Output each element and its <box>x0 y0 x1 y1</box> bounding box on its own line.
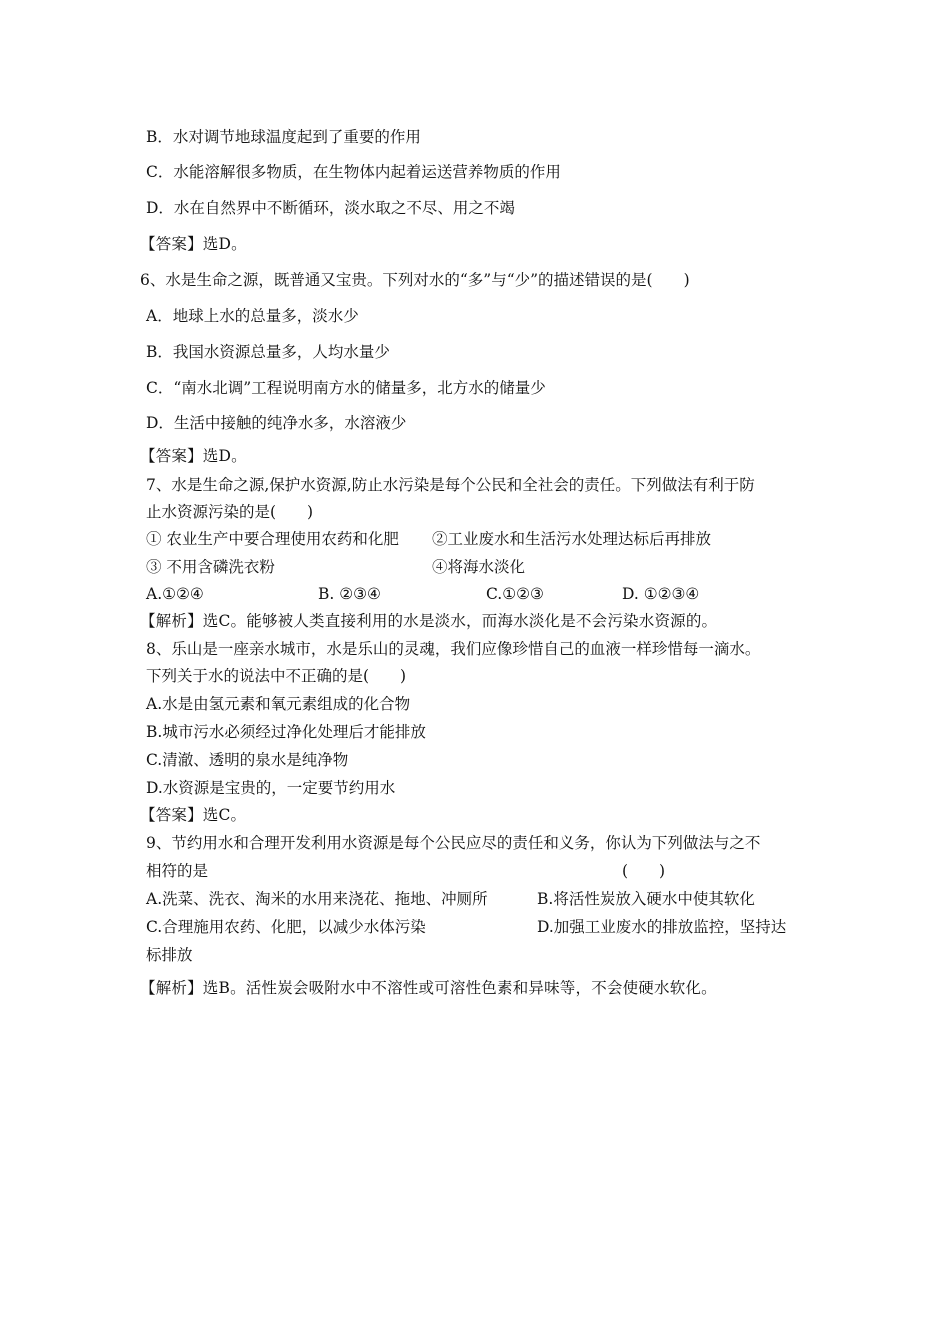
q7-item-3: ③ 不用含磷洗衣粉 <box>146 558 275 576</box>
q7-item-1: ① 农业生产中要合理使用农药和化肥 <box>146 530 399 548</box>
q8-option-d: D.水资源是宝贵的，一定要节约用水 <box>146 779 396 797</box>
q8-option-a: A.水是由氢元素和氧元素组成的化合物 <box>146 695 411 713</box>
q6-option-b: B．我国水资源总量多，人均水量少 <box>146 343 390 361</box>
q6-answer: 【答案】选D。 <box>140 447 247 465</box>
q9-option-c: C.合理施用农药、化肥，以减少水体污染 <box>146 918 426 936</box>
q9-stem-line2: 相符的是 <box>146 862 209 880</box>
q6-option-c: C．“南水北调”工程说明南方水的储量多，北方水的储量少 <box>146 379 546 397</box>
q7-item-2: ②工业废水和生活污水处理达标后再排放 <box>432 530 712 548</box>
q7-option-c: C.①②③ <box>486 585 544 603</box>
q7-analysis: 【解析】选C。能够被人类直接利用的水是淡水，而海水淡化是不会污染水资源的。 <box>140 612 718 630</box>
q9-option-b: B.将活性炭放入硬水中使其软化 <box>537 890 755 908</box>
q5-option-c: C．水能溶解很多物质，在生物体内起着运送营养物质的作用 <box>146 163 561 181</box>
q8-option-c: C.清澈、透明的泉水是纯净物 <box>146 751 349 769</box>
q6-stem: 6、水是生命之源，既普通又宝贵。下列对水的“多”与“少”的描述错误的是( ) <box>140 271 690 289</box>
q9-analysis: 【解析】选B。活性炭会吸附水中不溶性或可溶性色素和异味等，不会使硬水软化。 <box>140 979 717 997</box>
q7-item-4: ④将海水淡化 <box>432 558 526 576</box>
q8-answer: 【答案】选C。 <box>140 806 247 824</box>
q8-stem-line2: 下列关于水的说法中不正确的是( ) <box>146 667 407 685</box>
q7-option-d: D. ①②③④ <box>622 585 700 603</box>
q5-answer: 【答案】选D。 <box>140 235 247 253</box>
q8-option-b: B.城市污水必须经过净化处理后才能排放 <box>146 723 426 741</box>
q7-stem-line1: 7、水是生命之源,保护水资源,防止水污染是每个公民和全社会的责任。下列做法有利于防 <box>146 476 755 494</box>
q9-option-d-line2: 标排放 <box>146 946 193 964</box>
q6-option-a: A．地球上水的总量多，淡水少 <box>146 307 359 325</box>
q8-stem-line1: 8、乐山是一座亲水城市，水是乐山的灵魂，我们应像珍惜自己的血液一样珍惜每一滴水。 <box>146 640 761 658</box>
q7-stem-line2: 止水资源污染的是( ) <box>146 503 314 521</box>
q7-option-a: A.①②④ <box>146 585 204 603</box>
q6-option-d: D．生活中接触的纯净水多，水溶液少 <box>146 414 407 432</box>
q9-option-a: A.洗菜、洗衣、淘米的水用来浇花、拖地、冲厕所 <box>146 890 488 908</box>
q9-answer-paren: ( ) <box>622 862 666 880</box>
q5-option-b: B．水对调节地球温度起到了重要的作用 <box>146 128 421 146</box>
q9-option-d-line1: D.加强工业废水的排放监控，坚持达 <box>537 918 787 936</box>
q5-option-d: D．水在自然界中不断循环，淡水取之不尽、用之不竭 <box>146 199 515 217</box>
q7-option-b: B. ②③④ <box>318 585 381 603</box>
q9-stem-line1: 9、节约用水和合理开发利用水资源是每个公民应尽的责任和义务，你认为下列做法与之不 <box>146 834 761 852</box>
